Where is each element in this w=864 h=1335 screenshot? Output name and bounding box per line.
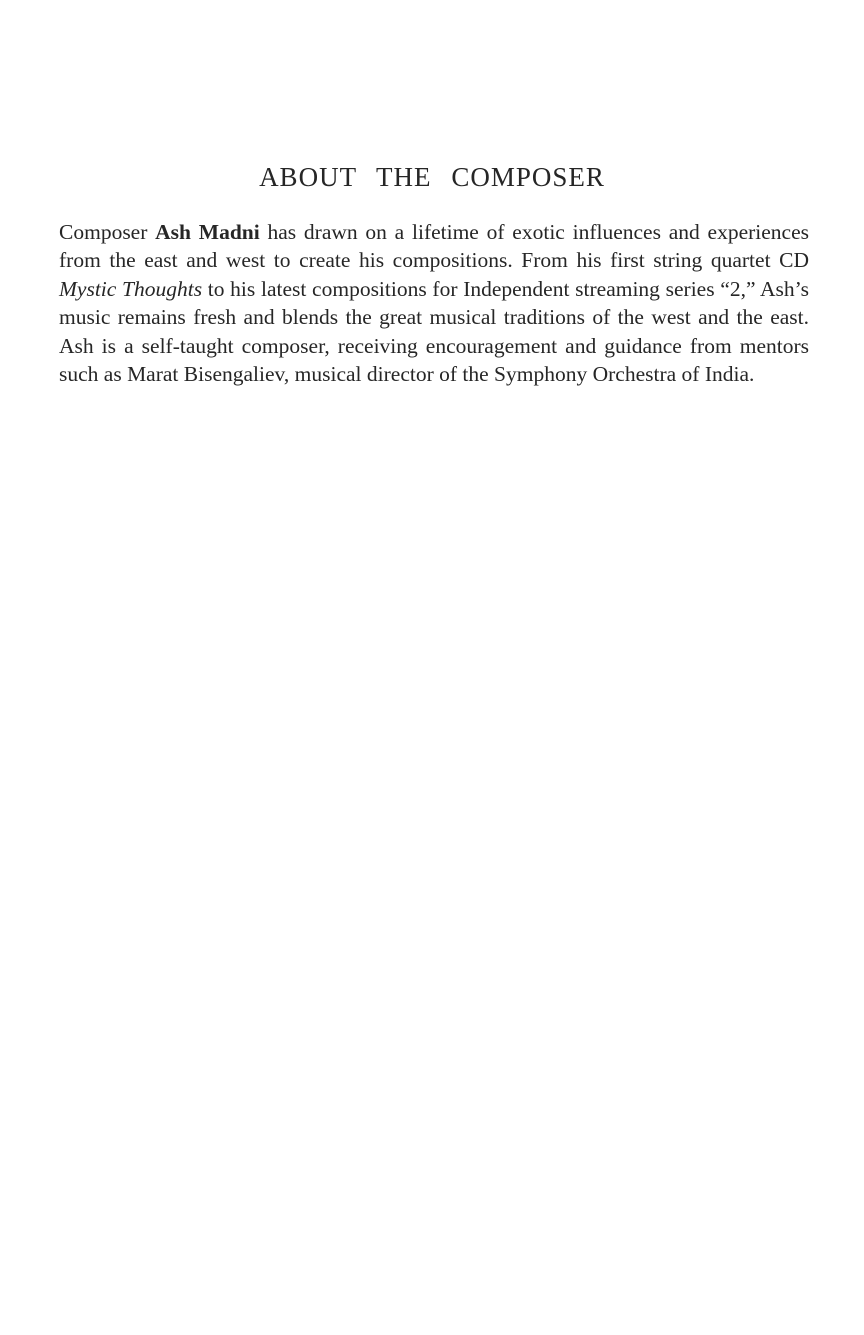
paragraph-text: has drawn on a lifetime of exotic influences and experiences from the east and west to create his compositions. From his first string quartet CD — [59, 219, 809, 272]
paragraph-text: Composer — [59, 219, 156, 244]
album-title-italic: Mystic Thoughts — [59, 276, 203, 301]
composer-name-bold: Ash Madni — [155, 219, 260, 244]
page-title: ABOUT THE COMPOSER — [259, 162, 605, 193]
composer-bio-paragraph — [59, 218, 809, 389]
paragraph-text: to his latest compositions for Independent streaming series “2,” Ash’s music remains fresh and blends the great musical traditions of the west and the east. Ash is a self-taught composer, receiving encouragement and guidance from mentors such as Marat Bisengaliev, musical director of the Symphony Orchestra of India. — [59, 276, 809, 386]
